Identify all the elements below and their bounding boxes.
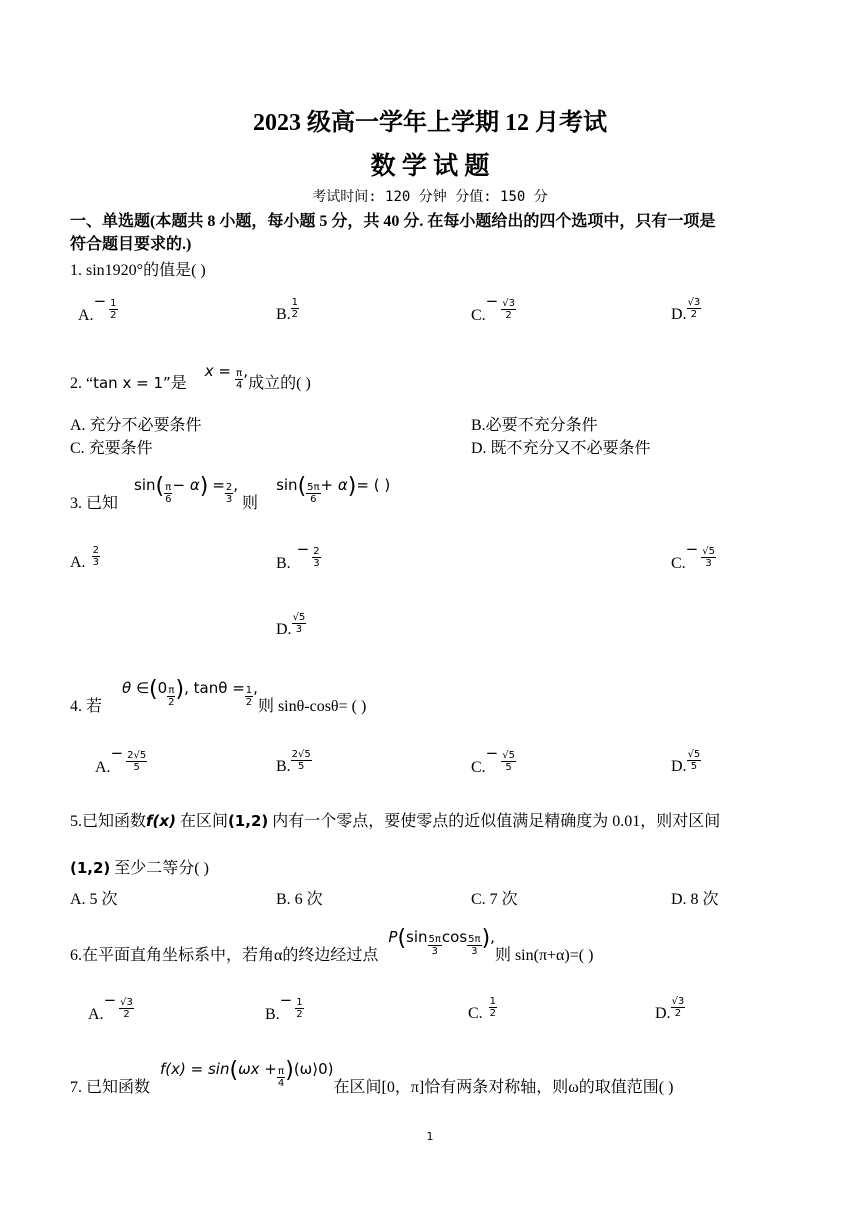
q2-option-d: D. 既不充分又不必要条件	[471, 440, 651, 457]
q5-stem-line1: 5.已知函数f(x) 在区间(1,2) 内有一个零点，要使零点的近似值满足精确度为 0.01，则对区间	[70, 812, 721, 830]
q4-option-c: C.− $\frac{√5}{5}$	[471, 744, 515, 776]
exam-title: 2023 级高一学年上学期 12 月考试	[253, 110, 607, 136]
q2-option-b: B.必要不充分条件	[471, 417, 598, 434]
q5-option-a: A. 5 次	[70, 891, 118, 908]
q2-option-a: A. 充分不必要条件	[70, 417, 202, 434]
q3-option-c: C.− $\frac{√5}{3}$	[671, 540, 715, 572]
q4-option-d: D. $\frac{√5}{5}$	[671, 749, 701, 775]
q7-stem: 7. 已知函数 f(x) = sin(ωx + $\frac{\pi}{4}$ )(ω⟩0)在区间[0，π]恰有两条对称轴，则ω的取值范围( )	[70, 1058, 674, 1097]
q3-stem: 3. 已知 sin( $\frac{\pi}{6}$ − α) = $\frac{2}{3}$ , 则 sin( $\frac{5\pi}{6}$ + α)= ( )	[70, 474, 391, 513]
section-heading-line1: 一、单选题(本题共 8 小题，每小题 5 分，共 40 分. 在每小题给出的四个选项中，只有一项是	[70, 213, 716, 230]
q6-option-c: C. $\frac{1}{2}$	[468, 996, 497, 1022]
q3-option-a: A. $\frac{2}{3}$	[70, 545, 99, 571]
q1-option-d: D. $\frac{√3}{2}$	[671, 297, 701, 323]
page-number: 1	[426, 1130, 434, 1143]
q5-option-d: D. 8 次	[671, 891, 719, 908]
q4-stem: 4. 若 θ ∈(0 $\frac{\pi}{2}$ ), tanθ = $\frac{1}{2}$ ,则 sinθ-cosθ= ( )	[70, 677, 367, 716]
q1-option-a: A.− $\frac{1}{2}$	[78, 292, 117, 324]
q1-option-b: B. $\frac{1}{2}$	[276, 297, 299, 323]
q3-option-b: B.− $\frac{2}{3}$	[276, 540, 320, 572]
q2-stem: 2. “tan x = 1”是x = $\frac{\pi}{4}$ ,成立的( )	[70, 362, 311, 392]
q5-option-c: C. 7 次	[471, 891, 518, 908]
q4-option-a: A.− $\frac{2√5}{5}$	[95, 744, 147, 776]
subject-title: 数 学 试 题	[370, 153, 490, 180]
q1-stem: 1. sin1920°的值是( )	[70, 262, 206, 279]
q5-option-b: B. 6 次	[276, 891, 323, 908]
section-heading-line2: 符合题目要求的.)	[70, 236, 192, 253]
q3-option-d: D. $\frac{√5}{3}$	[276, 612, 306, 638]
q4-option-b: B. $\frac{2√5}{5}$	[276, 749, 311, 775]
q6-stem: 6.在平面直角坐标系中，若角α的终边经过点 P(sin $\frac{5\pi}{3}$ cos $\frac{5\pi}{3}$ ),则 sin(π+α)=( )	[70, 926, 594, 965]
q1-option-c: C.− $\frac{√3}{2}$	[471, 292, 515, 324]
exam-info: 考试时间: 120 分钟 分值: 150 分	[312, 189, 548, 205]
q6-option-b: B.− $\frac{1}{2}$	[265, 991, 303, 1023]
q6-option-a: A.− $\frac{√3}{2}$	[88, 991, 133, 1023]
q2-option-c: C. 充要条件	[70, 440, 153, 457]
q5-stem-line2: (1,2) 至少二等分( )	[70, 859, 209, 877]
q6-option-d: D. $\frac{√3}{2}$	[655, 996, 685, 1022]
